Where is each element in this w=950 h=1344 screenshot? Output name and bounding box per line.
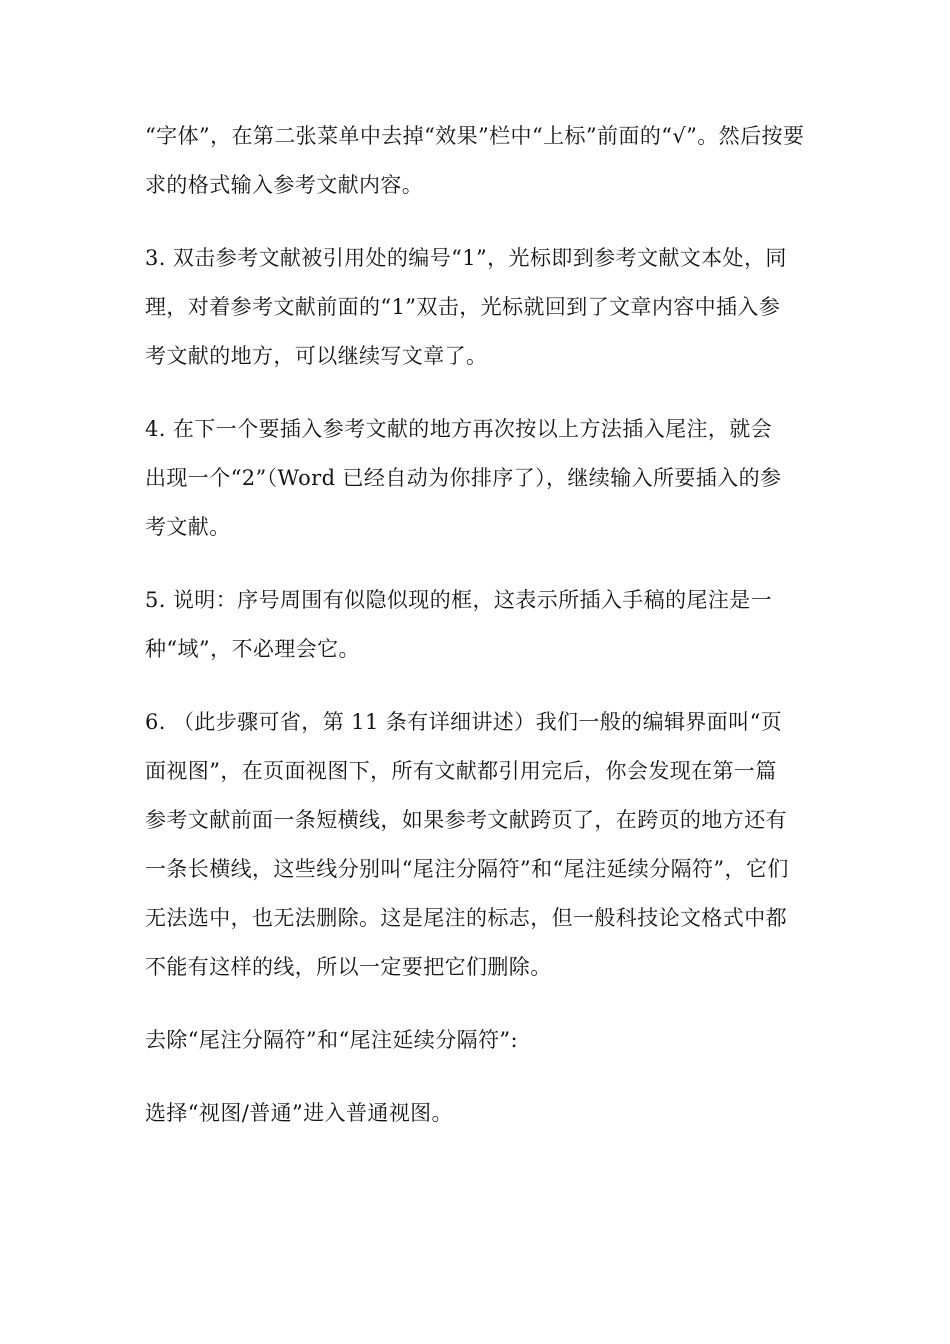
text-line: 出现一个“2”（Word 已经自动为你排序了），继续输入所要插入的参 xyxy=(145,466,782,490)
text-line: 面视图”，在页面视图下，所有文献都引用完后，你会发现在第一篇 xyxy=(145,759,777,783)
text-line: 3. 双击参考文献被引用处的编号“1”，光标即到参考文献文本处，同 xyxy=(145,246,787,270)
text-line: 5. 说明：序号周围有似隐似现的框，这表示所插入手稿的尾注是一 xyxy=(145,588,773,612)
text-line: 不能有这样的线，所以一定要把它们删除。 xyxy=(145,955,552,979)
text-line: 4. 在下一个要插入参考文献的地方再次按以上方法插入尾注，就会 xyxy=(145,417,773,441)
text-line: 考文献的地方，可以继续写文章了。 xyxy=(145,344,488,368)
text-line: 去除“尾注分隔符”和“尾注延续分隔符”: xyxy=(145,1028,519,1052)
text-line: 理，对着参考文献前面的“1”双击，光标就回到了文章内容中插入参 xyxy=(145,295,781,319)
text-line: 考文献。 xyxy=(145,515,231,539)
text-line: 选择“视图/普通”进入普通视图。 xyxy=(145,1101,453,1125)
text-line: 无法选中，也无法删除。这是尾注的标志，但一般科技论文格式中都 xyxy=(145,906,787,930)
text-line: 参考文献前面一条短横线，如果参考文献跨页了，在跨页的地方还有 xyxy=(145,808,787,832)
text-line: 6. （此步骤可省，第 11 条有详细讲述）我们一般的编辑界面叫“页 xyxy=(145,710,783,734)
text-line: 一条长横线，这些线分别叫“尾注分隔符”和“尾注延续分隔符”，它们 xyxy=(145,857,789,881)
text-line: 种“域”，不必理会它。 xyxy=(145,637,360,661)
text-line: 求的格式输入参考文献内容。 xyxy=(145,173,424,197)
text-line: “字体”，在第二张菜单中去掉“效果”栏中“上标”前面的“√”。然后按要 xyxy=(145,124,805,148)
